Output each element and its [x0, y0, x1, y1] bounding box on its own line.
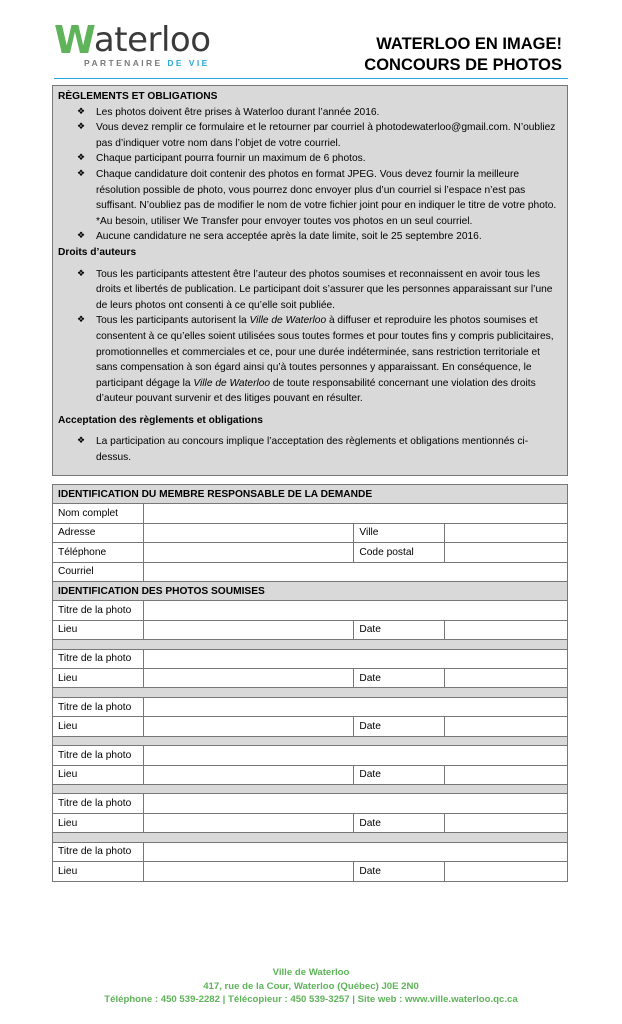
adresse-field[interactable] [143, 523, 353, 542]
row-separator [53, 833, 568, 843]
photo-title-field[interactable] [143, 794, 567, 813]
date-label: Date [354, 717, 445, 736]
nom-label: Nom complet [53, 504, 144, 523]
diamond-bullet-icon: ❖ [77, 168, 86, 179]
diamond-bullet-icon: ❖ [77, 106, 86, 117]
date-field[interactable] [445, 813, 568, 832]
code-postal-label: Code postal [354, 543, 445, 562]
lieu-label: Lieu [53, 862, 144, 881]
lieu-label: Lieu [53, 717, 144, 736]
header-rule [54, 78, 568, 79]
rights-text-2a: Tous les participants autorisent la [96, 315, 250, 327]
rule-text: Les photos doivent être prises à Waterloo durant l’année 2016. [96, 106, 380, 118]
lieu-field[interactable] [143, 620, 353, 639]
footer-org-name: Ville de Waterloo [272, 967, 350, 978]
row-separator [53, 640, 568, 650]
date-field[interactable] [445, 669, 568, 688]
rights-list [58, 267, 561, 407]
row-separator [53, 784, 568, 794]
diamond-bullet-icon: ❖ [77, 436, 86, 447]
rules-list [58, 105, 561, 245]
title-line-1: WATERLOO EN IMAGE! [376, 35, 562, 53]
page-footer [0, 966, 622, 1007]
lieu-field[interactable] [143, 862, 353, 881]
rules-section [52, 85, 568, 476]
courriel-field[interactable] [143, 562, 567, 581]
logo-tag-vie: VIE [188, 58, 210, 68]
ville-label: Ville [354, 523, 445, 542]
photo-title-label: Titre de la photo [53, 794, 144, 813]
rights-item [77, 267, 561, 314]
date-label: Date [354, 862, 445, 881]
accept-item [77, 434, 561, 465]
rule-item [77, 151, 561, 167]
photo-title-label: Titre de la photo [53, 842, 144, 861]
ville-field[interactable] [445, 523, 568, 542]
rights-item [77, 313, 561, 407]
row-separator [53, 688, 568, 698]
rule-text: Aucune candidature ne sera acceptée après la date limite, soit le 25 septembre 2016. [96, 231, 482, 243]
photo-title-field[interactable] [143, 601, 567, 620]
photos-section-heading: IDENTIFICATION DES PHOTOS SOUMISES [53, 581, 568, 600]
photo-title-label: Titre de la photo [53, 746, 144, 765]
photo-title-field[interactable] [143, 842, 567, 861]
logo-tag-partenaire: PARTENAIRE [84, 58, 163, 68]
lieu-field[interactable] [143, 717, 353, 736]
courriel-label: Courriel [53, 562, 144, 581]
rights-text-2c: de toute responsabilité concernant une violation des droits d’auteur pouvant survenir et des litiges pouvant en résulter. [96, 377, 536, 405]
diamond-bullet-icon: ❖ [77, 122, 86, 133]
footer-contact: Téléphone : 450 539-2282 | Télécopieur : 450 539-3257 | Site web : www.ville.waterloo.qc.ca [104, 994, 518, 1006]
diamond-bullet-icon: ❖ [77, 153, 86, 164]
accept-list [58, 434, 561, 465]
rule-text: Chaque participant pourra fournir un maximum de 6 photos. [96, 153, 366, 165]
rule-text: Chaque candidature doit contenir des photos en format JPEG. Vous devez fournir la meilleure résolution possible de photo, vous pourrez donc envoyer plus d’un courriel si l’espace n’est pas suffisant. N’oubliez pas de modifier le nom de votre fichier joint pour en indiquer le titre de votre photo. *Au besoin, utiliser We Transfer pour envoyer toutes vos photos en un seul courriel. [96, 168, 557, 227]
lieu-field[interactable] [143, 813, 353, 832]
logo-text: aterloo [93, 20, 211, 60]
rule-item [77, 120, 561, 151]
diamond-bullet-icon: ❖ [77, 268, 86, 279]
lieu-label: Lieu [53, 813, 144, 832]
date-label: Date [354, 669, 445, 688]
ville-name-italic: Ville de Waterloo [193, 377, 271, 389]
rule-item [77, 167, 561, 229]
photo-title-label: Titre de la photo [53, 601, 144, 620]
title-line-2: CONCOURS DE PHOTOS [364, 56, 562, 74]
adresse-label: Adresse [53, 523, 144, 542]
date-field[interactable] [445, 765, 568, 784]
logo-wordmark [54, 18, 211, 62]
page-title [364, 34, 562, 76]
date-field[interactable] [445, 620, 568, 639]
accept-heading: Acceptation des règlements et obligations [58, 414, 263, 426]
rights-text-2b: à diffuser et reproduire les photos soumises et consentent à ce qu’elles soient utilisées sous toutes formes et pour toutes fins y compris publicitaires, promotionnelles et commerciales et ce, pour une durée indéterminée, sans restriction territoriale et sans compensation à son égard ainsi qu’à toutes personnes y apparaissant. En conséquence, le participant dégage la [96, 315, 554, 389]
lieu-label: Lieu [53, 669, 144, 688]
accept-text: La participation au concours implique l’acceptation des règlements et obligations mentionnés ci-dessus. [96, 436, 529, 464]
date-label: Date [354, 765, 445, 784]
logo-tag-de: DE [167, 58, 184, 68]
id-section-heading: IDENTIFICATION DU MEMBRE RESPONSABLE DE LA DEMANDE [53, 485, 568, 504]
application-form [52, 484, 568, 882]
telephone-label: Téléphone [53, 543, 144, 562]
rules-heading: RÈGLEMENTS ET OBLIGATIONS [58, 91, 218, 102]
lieu-field[interactable] [143, 669, 353, 688]
code-postal-field[interactable] [445, 543, 568, 562]
lieu-label: Lieu [53, 620, 144, 639]
photo-title-field[interactable] [143, 697, 567, 716]
row-separator [53, 736, 568, 746]
diamond-bullet-icon: ❖ [77, 231, 86, 242]
waterloo-logo [54, 18, 254, 70]
logo-tagline [84, 58, 210, 68]
nom-field[interactable] [143, 504, 567, 523]
footer-address: 417, rue de la Cour, Waterloo (Québec) J0E 2N0 [203, 980, 419, 992]
rights-heading: Droits d’auteurs [58, 246, 137, 258]
date-field[interactable] [445, 862, 568, 881]
diamond-bullet-icon: ❖ [77, 315, 86, 326]
photo-title-label: Titre de la photo [53, 697, 144, 716]
date-field[interactable] [445, 717, 568, 736]
rule-item [77, 105, 561, 121]
telephone-field[interactable] [143, 543, 353, 562]
date-label: Date [354, 813, 445, 832]
photo-title-field[interactable] [143, 649, 567, 668]
photo-title-field[interactable] [143, 746, 567, 765]
page-header [0, 0, 622, 80]
photo-title-label: Titre de la photo [53, 649, 144, 668]
lieu-field[interactable] [143, 765, 353, 784]
ville-name-italic: Ville de Waterloo [249, 315, 327, 327]
lieu-label: Lieu [53, 765, 144, 784]
rule-text: Vous devez remplir ce formulaire et le retourner par courriel à photodewaterloo@gmail.com. N’oubliez pas d’indiquer votre nom dans l’objet de votre courriel. [96, 122, 556, 149]
logo-w-letter: W [54, 18, 94, 62]
date-label: Date [354, 620, 445, 639]
rights-text-1: Tous les participants attestent être l’auteur des photos soumises et reconnaissent en avoir tous les droits et libertés de publication. Le participant doit s’assurer que les personnes apparaissant sur l’une de leurs photos ont consenti à ce qu’elle soit publiée. [96, 268, 553, 311]
rule-item [77, 229, 561, 245]
